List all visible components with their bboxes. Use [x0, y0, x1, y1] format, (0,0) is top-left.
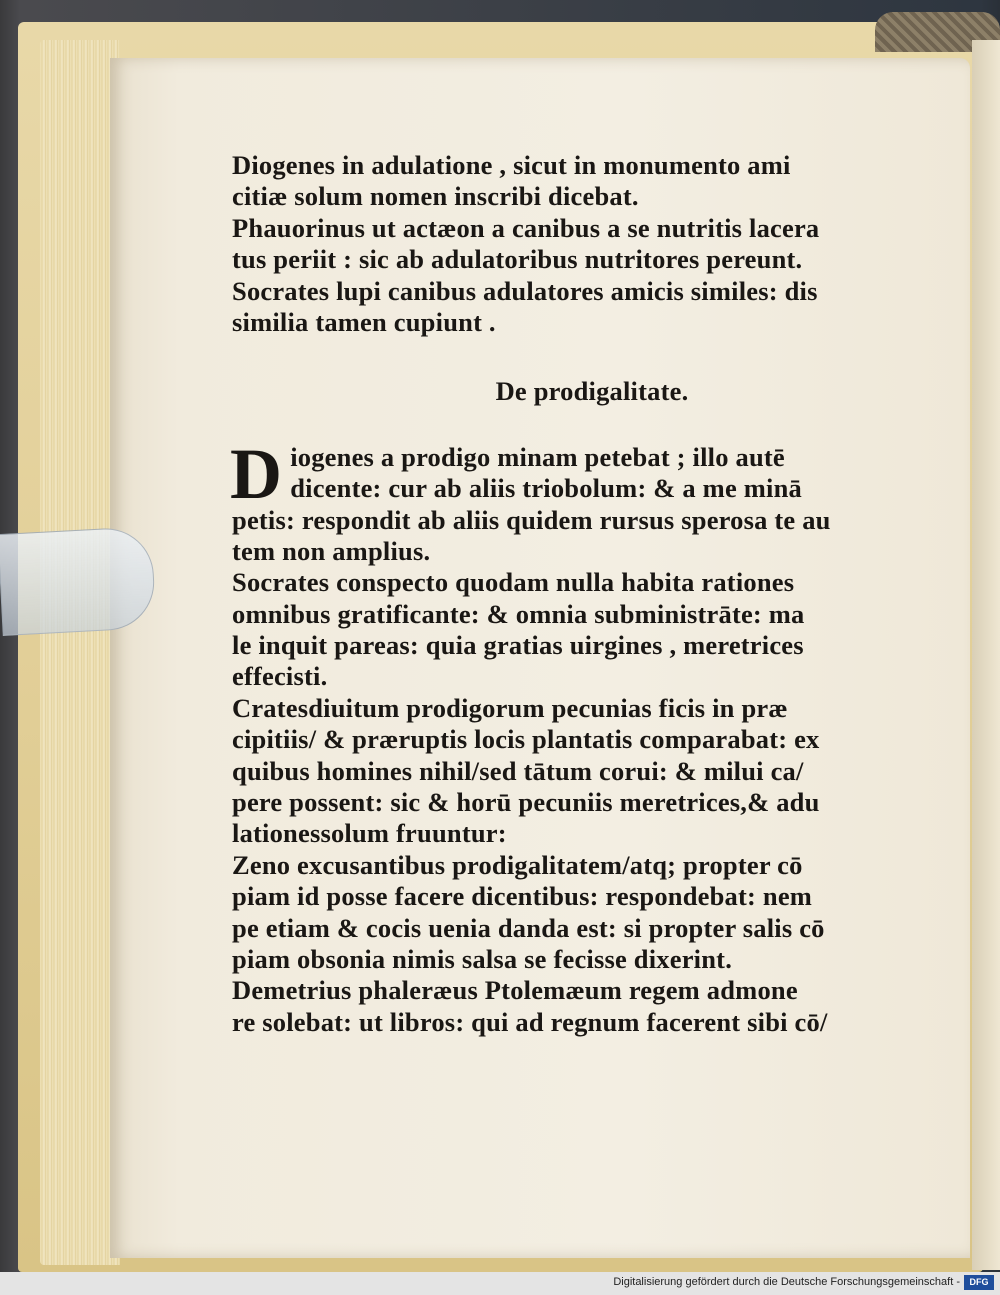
text-line: petis: respondit ab aliis quidem rursus sperosa te au [232, 504, 831, 535]
text-line: Zeno excusantibus prodigalitatem/atq; propter cō [232, 849, 803, 880]
text-line: citiæ solum nomen inscribi dicebat. [232, 181, 639, 212]
text-line: omnibus gratificante: & omnia subministrāte: ma [232, 598, 805, 629]
text-line: Phauorinus ut actæon a canibus a se nutritis lacera [232, 212, 820, 243]
text-line: le inquit pareas: quia gratias uirgines , meretrices [232, 630, 804, 661]
funding-credit: Digitalisierung gefördert durch die Deutsche Forschungsgemeinschaft - [613, 1276, 960, 1288]
text-line: Cratesdiuitum prodigorum pecunias ficis in præ [232, 692, 788, 723]
footer-bar [0, 1272, 1000, 1295]
text-line: iogenes a prodigo minam petebat ; illo autē [290, 441, 785, 472]
text-line: tem non amplius. [232, 535, 431, 566]
dfg-logo[interactable]: DFG [964, 1275, 994, 1290]
dropcap-paragraph [230, 433, 912, 514]
text-line: effecisti. [232, 661, 328, 692]
paragraph-block-bottom [232, 505, 912, 1039]
text-line: piam obsonia nimis salsa se fecisse dixerint. [232, 944, 733, 974]
page-edges [40, 40, 120, 1265]
text-line: Socrates conspecto quodam nulla habita rationes [232, 567, 795, 598]
text-line: piam id posse facere dicentibus: respondebat: nem [232, 881, 813, 912]
section-heading: De prodigalitate. [495, 376, 689, 407]
text-line: similia tamen cupiunt . [232, 306, 496, 337]
text-line: Diogenes in adulatione , sicut in monumento ami [232, 150, 791, 180]
text-line: quibus homines nihil/sed tātum corui: & milui ca/ [232, 755, 804, 786]
text-line: dicente: cur ab aliis triobolum: & a me minā [290, 473, 802, 504]
facing-page-edge [972, 40, 1000, 1270]
text-line: re solebat: ut libros: qui ad regnum facerent sibi cō/ [232, 1006, 828, 1037]
text-line: Socrates lupi canibus adulatores amicis similes: dis [232, 275, 818, 306]
text-line: tus periit : sic ab adulatoribus nutritores pereunt. [232, 244, 803, 275]
text-line: Demetrius phaleræus Ptolemæum regem admone [232, 975, 798, 1006]
text-line: pere possent: sic & horū pecuniis meretrices,& adu [232, 787, 820, 818]
page-text [232, 150, 912, 1038]
text-line: pe etiam & cocis uenia danda est: si propter salis cō [232, 912, 825, 943]
text-line: lationessolum fruuntur: [232, 818, 507, 849]
paragraph-block-top [232, 150, 912, 338]
page-clip [0, 526, 157, 636]
drop-cap: D [230, 433, 283, 514]
text-line: cipitiis/ & præruptis locis plantatis comparabat: ex [232, 724, 820, 755]
